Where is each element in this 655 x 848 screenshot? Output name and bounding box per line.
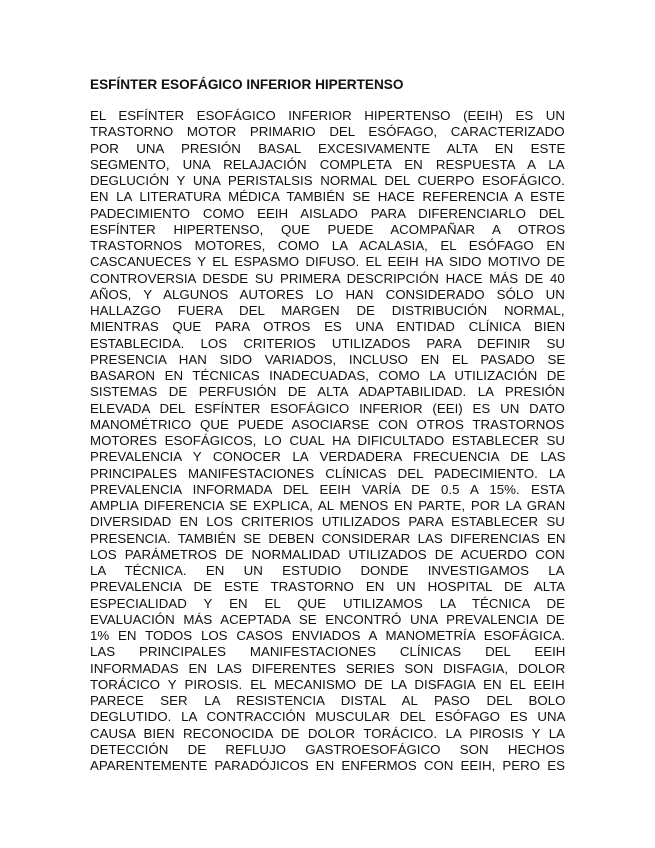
body-line: PRINCIPALES MANIFESTACIONES CLÍNICAS DEL PADECIMIENTO. LA	[90, 465, 566, 481]
body-line: EL ESFÍNTER ESOFÁGICO INFERIOR HIPERTENSO (EEIH) ES UN	[90, 108, 566, 123]
body-line: PARECE SER LA RESISTENCIA DISTAL AL PASO DEL BOLO	[90, 693, 566, 708]
body-line: MANOMÉTRICO QUE PUEDE ASOCIARSE CON OTROS TRASTORNOS	[90, 416, 565, 432]
body-line: MOTORES ESOFÁGICOS, LO CUAL HA DIFICULTADO ESTABLECER SU	[90, 433, 566, 448]
body-line: 1% EN TODOS LOS CASOS ENVIADOS A MANOMETRÍA ESOFÁGICA.	[90, 628, 565, 643]
body-line: AÑOS, Y ALGUNOS AUTORES LO HAN CONSIDERADO SÓLO UN	[90, 286, 565, 302]
body-line: PRESENCIA HAN SIDO VARIADOS, INCLUSO EN EL PASADO SE	[90, 351, 566, 367]
body-line: PREVALENCIA INFORMADA DEL EEIH VARÍA DE 0.5 A 15%. ESTA	[90, 481, 565, 497]
body-line: PREVALENCIA Y CONOCER LA VERDADERA FRECUENCIA DE LAS	[90, 449, 566, 465]
body-line: TRASTORNOS MOTORES, COMO LA ACALASIA, EL ESÓFAGO EN	[90, 238, 565, 253]
body-line: AMPLIA DIFERENCIA SE EXPLICA, AL MENOS EN PARTE, POR LA GRAN	[90, 498, 566, 513]
body-line: SEGMENTO, UNA RELAJACIÓN COMPLETA EN RESPUESTA A LA	[90, 156, 565, 172]
body-line: MIENTRAS QUE PARA OTROS ES UNA ENTIDAD CLÍNICA BIEN	[90, 319, 566, 335]
body-line: SISTEMAS DE PERFUSIÓN DE ALTA ADAPTABILIDAD. LA PRESIÓN	[90, 384, 565, 400]
body-line: INFORMADAS EN LAS DIFERENTES SERIES SON DISFAGIA, DOLOR	[90, 660, 566, 676]
body-line: DIVERSIDAD EN LOS CRITERIOS UTILIZADOS PARA ESTABLECER SU	[90, 514, 565, 530]
body-line: ESFÍNTER HIPERTENSO, QUE PUEDE ACOMPAÑAR A OTROS	[90, 221, 566, 237]
body-line: PADECIMIENTO COMO EEIH AISLADO PARA DIFERENCIARLO DEL	[90, 205, 565, 221]
body-line: CAUSA BIEN RECONOCIDA DE DOLOR TORÁCICO. LA PIROSIS Y LA	[90, 725, 566, 741]
body-line: TORÁCICO Y PIROSIS. EL MECANISMO DE LA DISFAGIA EN EL EEIH	[90, 676, 565, 692]
body-line: EVALUACIÓN MÁS ACEPTADA SE ENCONTRÓ UNA PREVALENCIA DE	[90, 611, 565, 627]
body-line: APARENTEMENTE PARADÓJICOS EN ENFERMOS CON EEIH, PERO ES	[90, 758, 565, 773]
body-line: PREVALENCIA DE ESTE TRASTORNO EN UN HOSPITAL DE ALTA	[90, 579, 566, 595]
body-line: PRESENCIA. TAMBIÉN SE DEBEN CONSIDERAR LAS DIFERENCIAS EN	[90, 530, 566, 546]
body-line: DEGLUCIÓN Y UNA PERISTALSIS NORMAL DEL CUERPO ESOFÁGICO.	[90, 173, 565, 188]
body-line: ELEVADA DEL ESFÍNTER ESOFÁGICO INFERIOR (EEI) ES UN DATO	[90, 400, 565, 416]
body-line: LOS PARÁMETROS DE NORMALIDAD UTILIZADOS DE ACUERDO CON	[90, 546, 565, 562]
body-line: CONTROVERSIA DESDE SU PRIMERA DESCRIPCIÓN HACE MÁS DE 40	[90, 270, 565, 286]
body-line: DEGLUTIDO. LA CONTRACCIÓN MUSCULAR DEL ESÓFAGO ES UNA	[90, 709, 566, 725]
body-line: BASARON EN TÉCNICAS INADECUADAS, COMO LA UTILIZACIÓN DE	[90, 368, 566, 383]
body-line: EN LA LITERATURA MÉDICA TAMBIÉN SE HACE REFERENCIA A ESTE	[90, 189, 565, 205]
document-title: ESFÍNTER ESOFÁGICO INFERIOR HIPERTENSO	[90, 77, 404, 92]
body-line: HALLAZGO FUERA DEL MARGEN DE DISTRIBUCIÓN NORMAL,	[90, 303, 565, 318]
body-line: DETECCIÓN DE REFLUJO GASTROESOFÁGICO SON HECHOS	[90, 741, 565, 757]
body-line: TRASTORNO MOTOR PRIMARIO DEL ESÓFAGO, CARACTERIZADO	[90, 124, 565, 140]
body-line: POR UNA PRESIÓN BASAL EXCESIVAMENTE ALTA EN ESTE	[90, 140, 566, 156]
body-line: ESPECIALIDAD Y EN EL QUE UTILIZAMOS LA TÉCNICA DE	[90, 595, 565, 611]
body-line: CASCANUECES Y EL ESPASMO DIFUSO. EL EEIH HA SIDO MOTIVO DE	[90, 254, 566, 270]
document-body	[90, 108, 565, 774]
body-line: LA TÉCNICA. EN UN ESTUDIO DONDE INVESTIGAMOS LA	[90, 563, 565, 578]
body-line: LAS PRINCIPALES MANIFESTACIONES CLÍNICAS DEL EEIH	[90, 644, 566, 660]
body-line: ESTABLECIDA. LOS CRITERIOS UTILIZADOS PARA DEFINIR SU	[90, 335, 565, 351]
